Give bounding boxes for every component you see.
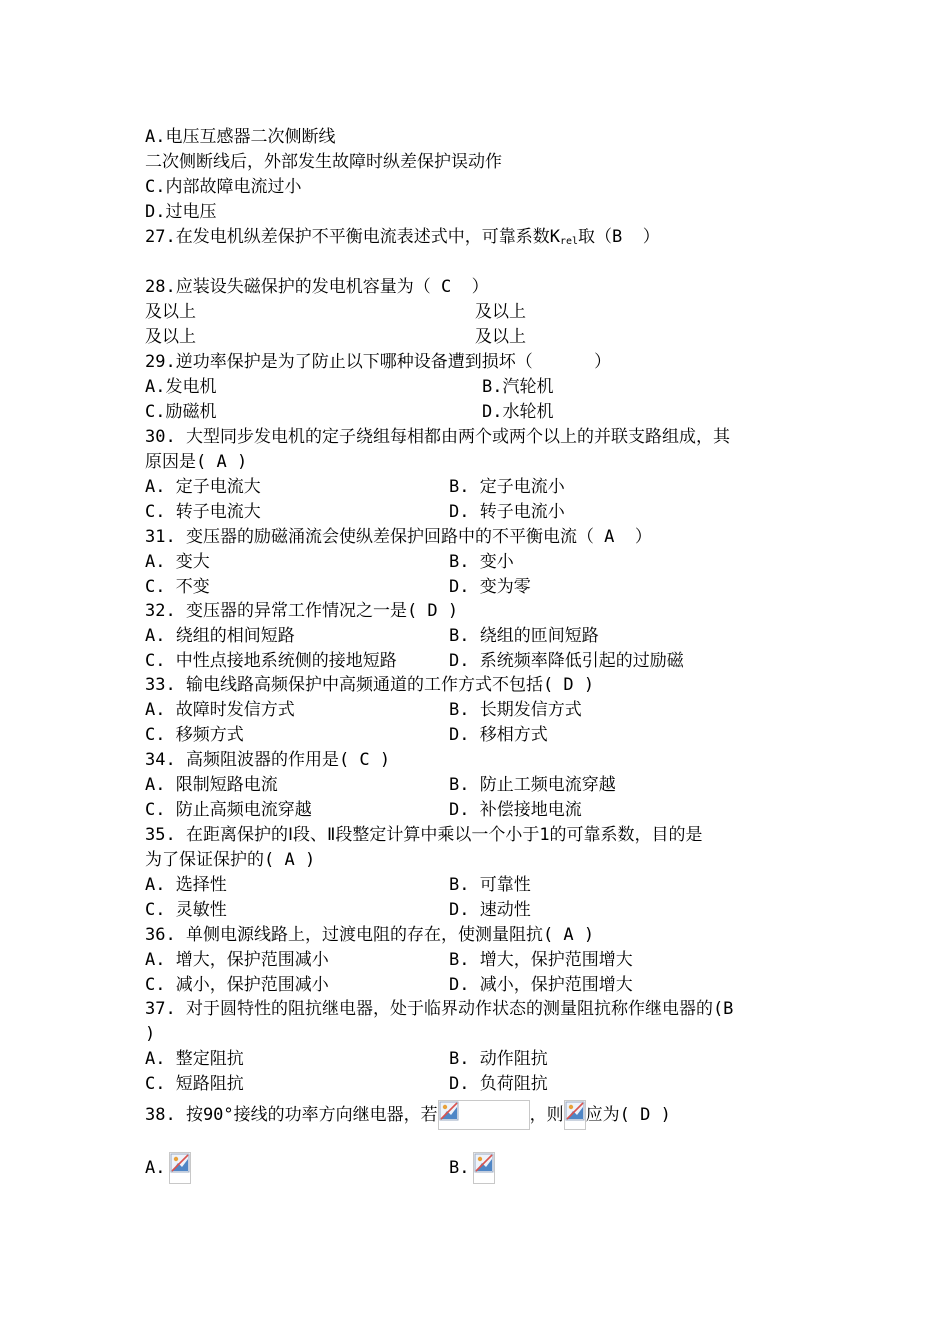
option-left: A.发电机 [145,377,217,397]
option-left: C. 灵敏性 [145,900,227,920]
option-label: A. [145,1158,166,1178]
option-row [145,899,531,921]
broken-image-icon [473,1152,495,1184]
question-35-cont: 为了保证保护的( A ) [145,850,316,870]
option-a-line: A.电压互感器二次侧断线 [145,127,336,147]
question-27-text: 27.在发电机纵差保护不平衡电流表述式中，可靠系数K [145,227,560,247]
option-left: C. 转子电流大 [145,502,261,522]
question-35: 35. 在距离保护的Ⅰ段、Ⅱ段整定计算中乘以一个小于1的可靠系数，目的是 [145,825,703,845]
option-left [145,1158,191,1178]
question-32: 32. 变压器的异常工作情况之一是( D ) [145,601,459,621]
option-row [145,576,531,598]
option-row [145,799,582,821]
broken-image-icon [438,1100,530,1130]
question-38-mid: ，则 [529,1105,564,1125]
option-right: D. 转子电流小 [449,502,565,522]
option-right [449,1152,495,1184]
option-row [145,650,684,672]
option-right: D. 负荷阻抗 [449,1074,548,1094]
option-left: C. 移频方式 [145,725,244,745]
option-d-line: D.过电压 [145,202,217,222]
option-left: C. 减小，保护范围减小 [145,975,329,995]
option-right: B. 增大，保护范围增大 [449,950,633,970]
option-left: A. 定子电流大 [145,477,261,497]
option-right: B. 定子电流小 [449,477,565,497]
option-left: A. 选择性 [145,875,227,895]
option-row [145,699,582,721]
question-31: 31. 变压器的励磁涌流会使纵差保护回路中的不平衡电流（ A ） [145,527,652,547]
option-right: B. 动作阻抗 [449,1049,548,1069]
option-left: A. 整定阻抗 [145,1049,244,1069]
question-36: 36. 单侧电源线路上，过渡电阻的存在，使测量阻抗( A ) [145,925,595,945]
option-right: 及以上 [475,327,526,347]
option-b-line: 二次侧断线后，外部发生故障时纵差保护误动作 [145,152,502,172]
question-38 [145,1100,671,1130]
option-right: D. 减小，保护范围增大 [449,975,633,995]
question-30-cont: 原因是( A ) [145,452,248,472]
option-row [145,501,565,523]
question-37: 37. 对于圆特性的阻抗继电器，处于临界动作状态的测量阻抗称作继电器的(B [145,999,734,1019]
option-left: C. 防止高频电流穿越 [145,800,312,820]
option-right: D. 变为零 [449,577,531,597]
option-row [145,376,554,398]
option-left: C.励磁机 [145,402,217,422]
question-34: 34. 高频阻波器的作用是( C ) [145,750,391,770]
option-left: C. 中性点接地系统侧的接地短路 [145,651,397,671]
option-row [145,401,554,423]
option-right: D. 速动性 [449,900,531,920]
option-right: 及以上 [475,302,526,322]
broken-image-icon [564,1100,586,1130]
option-right: D. 补偿接地电流 [449,800,582,820]
question-27-tail: 取（B ） [578,227,660,247]
option-left: A. 绕组的相间短路 [145,626,295,646]
option-row [145,551,514,573]
option-row [145,326,526,348]
option-left: A. 故障时发信方式 [145,700,295,720]
question-28: 28.应装设失磁保护的发电机容量为（ C ） [145,277,489,297]
broken-image-icon [169,1152,191,1184]
option-right: D. 系统频率降低引起的过励磁 [449,651,684,671]
option-row [145,476,565,498]
option-right: D. 移相方式 [449,725,548,745]
option-left: A. 增大，保护范围减小 [145,950,329,970]
option-right: B. 绕组的匝间短路 [449,626,599,646]
option-row [145,1073,548,1095]
option-left: 及以上 [145,327,196,347]
option-left: C. 短路阻抗 [145,1074,244,1094]
option-row [145,1152,470,1184]
option-row [145,949,633,971]
option-left: C. 不变 [145,577,210,597]
question-27 [145,226,660,253]
option-row [145,874,531,896]
option-row [145,774,616,796]
question-30: 30. 大型同步发电机的定子绕组每相都由两个或两个以上的并联支路组成，其 [145,427,730,447]
option-row [145,724,548,746]
option-left: 及以上 [145,302,196,322]
question-29: 29.逆功率保护是为了防止以下哪种设备遭到损坏（ ） [145,352,612,372]
question-33: 33. 输电线路高频保护中高频通道的工作方式不包括( D ) [145,675,595,695]
subscript-rel: rel [559,236,579,247]
option-left: A. 变大 [145,552,210,572]
option-label: B. [449,1158,470,1178]
option-right: B. 防止工频电流穿越 [449,775,616,795]
option-left: A. 限制短路电流 [145,775,278,795]
option-row [145,301,526,323]
option-row [145,625,599,647]
question-38-text: 38. 按90°接线的功率方向继电器，若 [145,1105,438,1125]
question-38-tail: 应为( D ) [585,1105,671,1125]
option-right: B.汽轮机 [482,377,554,397]
option-row [145,974,633,996]
option-right: B. 可靠性 [449,875,531,895]
option-right: D.水轮机 [482,402,554,422]
option-row [145,1048,548,1070]
option-right: B. 长期发信方式 [449,700,582,720]
question-37-cont: ) [145,1024,156,1044]
option-right: B. 变小 [449,552,514,572]
option-c-line: C.内部故障电流过小 [145,177,302,197]
